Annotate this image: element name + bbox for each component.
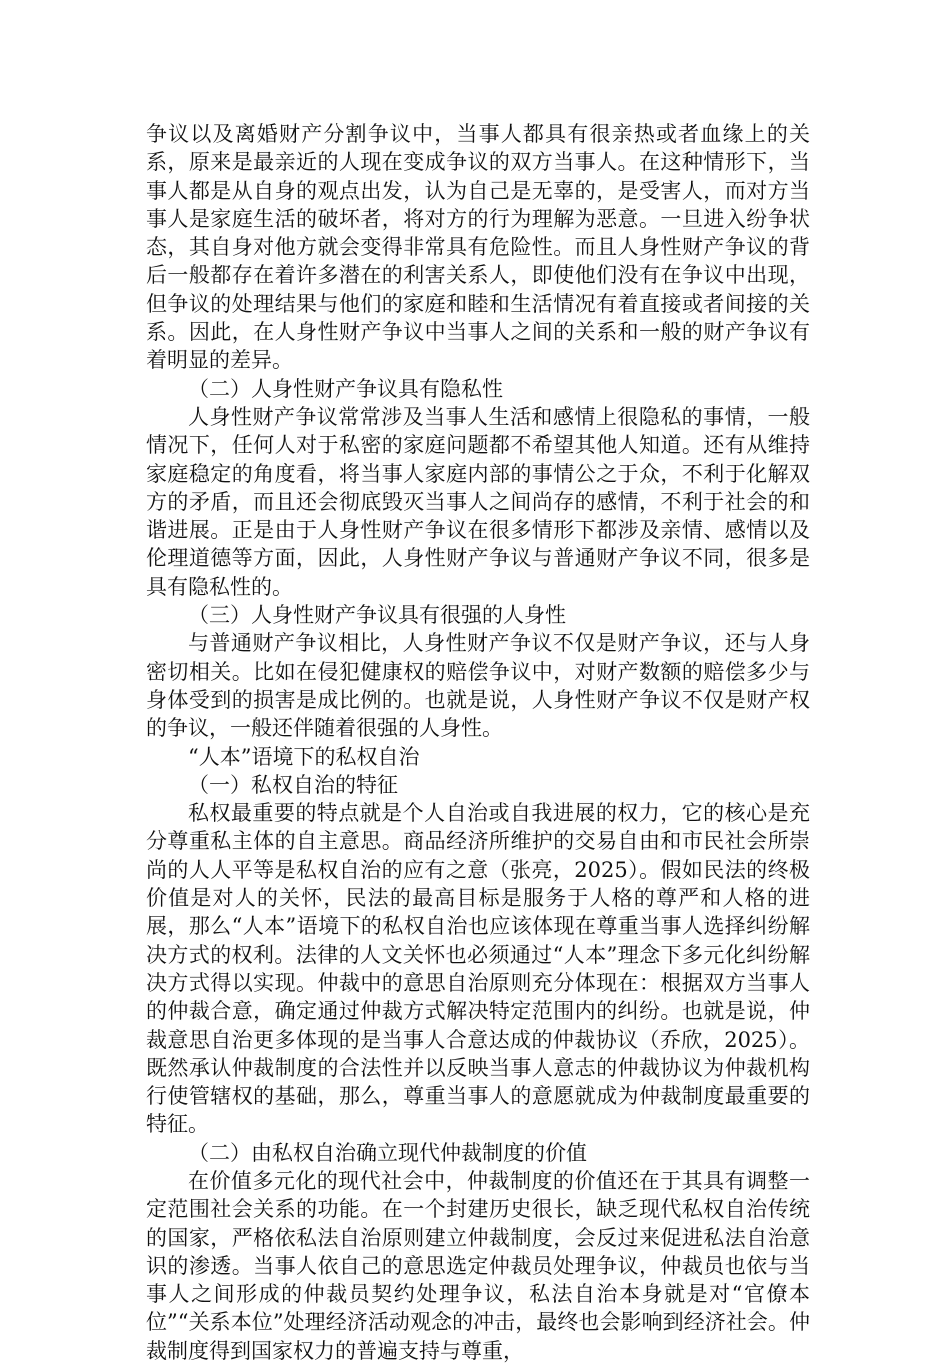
paragraph-autonomy-features: 私权最重要的特点就是个人自治或自我进展的权力，它的核心是充分尊重私主体的自主意思。商品经济所维护的交易自由和市民社会所崇尚的人人平等是私权自治的应有之意（张亮，2025）。假如民法的终极价值是对人的关怀，民法的最高目标是服务于人格的尊严和人格的进展，那么“人本”语境下的私权自治也应该体现在尊重当事人选择纠纷解决方式的权利。法律的人文关怀也必须通过“人本”理念下多元化纠纷解决方式得以实现。仲裁中的意思自治原则充分体现在：根据双方当事人的仲裁合意，确定通过仲裁方式解决特定范围内的纠纷。也就是说，仲裁意思自治更多体现的是当事人合意达成的仲裁协议（乔欣，2025）。既然承认仲裁制度的合法性并以反映当事人意志的仲裁协议为仲裁机构行使管辖权的基础，那么，尊重当事人的意愿就成为仲裁制度最重要的特征。	[146, 801, 810, 1137]
heading-personal: （三）人身性财产争议具有很强的人身性	[188, 603, 566, 628]
paragraph-personal: 与普通财产争议相比，人身性财产争议不仅是财产争议，还与人身密切相关。比如在侵犯健康权的赔偿争议中，对财产数额的赔偿多少与身体受到的损害是成比例的。也就是说，人身性财产争议不仅是财产权的争议，一般还伴随着很强的人身性。	[146, 631, 810, 741]
paragraph-privacy: 人身性财产争议常常涉及当事人生活和感情上很隐私的事情，一般情况下，任何人对于私密的家庭问题都不希望其他人知道。还有从维持家庭稳定的角度看，将当事人家庭内部的事情公之于众，不利于化解双方的矛盾，而且还会彻底毁灭当事人之间尚存的感情，不利于社会的和谐进展。正是由于人身性财产争议在很多情形下都涉及亲情、感情以及伦理道德等方面，因此，人身性财产争议与普通财产争议不同，很多是具有隐私性的。	[146, 404, 810, 599]
heading-arbitration-value: （二）由私权自治确立现代仲裁制度的价值	[188, 1140, 587, 1165]
heading-autonomy-features: （一）私权自治的特征	[188, 772, 398, 797]
paragraph-arbitration-value: 在价值多元化的现代社会中，仲裁制度的价值还在于其具有调整一定范围社会关系的功能。在一个封建历史很长，缺乏现代私权自治传统的国家，严格依私法自治原则建立仲裁制度，会反过来促进私法自治意识的渗透。当事人依自己的意思选定仲裁员处理争议，仲裁员也依与当事人之间形成的仲裁员契约处理争议，私法自治本身就是对“官僚本位”“关系本位”处理经济活动观念的冲击，最终也会影响到经济社会。仲裁制度得到国家权力的普遍支持与尊重，	[146, 1168, 810, 1363]
paragraph-relationship: 争议以及离婚财产分割争议中，当事人都具有很亲热或者血缘上的关系，原来是最亲近的人现在变成争议的双方当事人。在这种情形下，当事人都是从自身的观点出发，认为自己是无辜的，是受害人，而对方当事人是家庭生活的破坏者，将对方的行为理解为恶意。一旦进入纷争状态，其自身对他方就会变得非常具有危险性。而且人身性财产争议的背后一般都存在着许多潜在的利害关系人，即使他们没有在争议中出现，但争议的处理结果与他们的家庭和睦和生活情况有着直接或者间接的关系。因此，在人身性财产争议中当事人之间的关系和一般的财产争议有着明显的差异。	[146, 122, 810, 373]
document-page	[146, 120, 810, 1365]
heading-privacy: （二）人身性财产争议具有隐私性	[188, 376, 503, 401]
heading-autonomy-section: “人本”语境下的私权自治	[188, 744, 420, 769]
